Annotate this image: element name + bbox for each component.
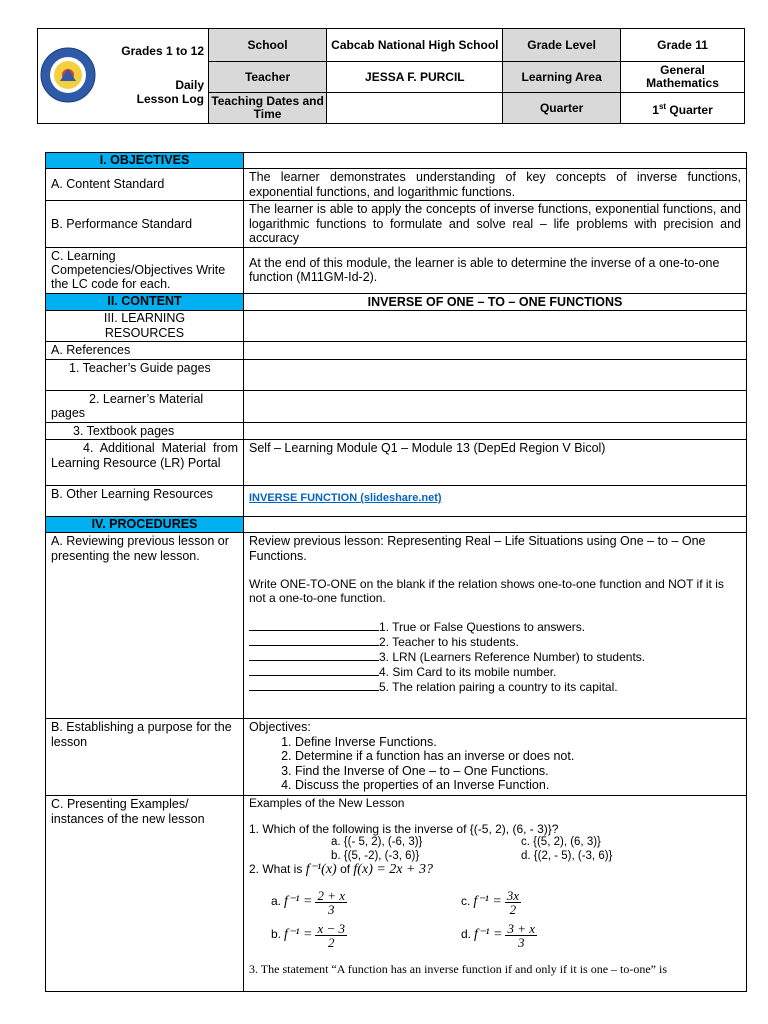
textbook-value: [244, 422, 747, 440]
examples-cell: [244, 796, 747, 992]
header-title-line2: Daily: [175, 78, 204, 92]
procedures-heading: IV. PROCEDURES: [46, 517, 244, 533]
quarter-label: Quarter: [503, 93, 621, 124]
inverse-function-link[interactable]: INVERSE FUNCTION (slideshare.net): [249, 492, 442, 504]
question-2: 2. What is f⁻¹(x) of f(x) = 2x + 3?: [249, 862, 433, 877]
school-label: School: [208, 29, 327, 62]
purpose-label: B. Establishing a purpose for the lesson: [46, 719, 244, 796]
performance-standard-label: B. Performance Standard: [46, 201, 244, 248]
review-label: A. Reviewing previous lesson or presenting the new lesson.: [46, 533, 244, 719]
school-value: Cabcab National High School: [327, 29, 503, 62]
procedures-heading-blank: [244, 517, 747, 533]
question-1: 1. Which of the following is the inverse of {(-5, 2), (6, - 3)}?: [249, 821, 559, 836]
lesson-log-table: [45, 152, 747, 992]
q1-option-b: b. {(5, -2), (-3, 6)}: [331, 849, 420, 862]
grade-level-label: Grade Level: [503, 29, 621, 62]
review-instruction: Write ONE-TO-ONE on the blank if the relation shows one-to-one function and NOT if it is not a one-to-one function.: [249, 577, 724, 605]
review-item: 2. Teacher to his students.: [249, 634, 741, 649]
dates-label: Teaching Dates and Time: [208, 93, 327, 124]
deped-seal-icon: [40, 47, 96, 103]
review-item: 3. LRN (Learners Reference Number) to students.: [249, 649, 741, 664]
purpose-heading: Objectives:: [249, 720, 311, 734]
competencies-value: At the end of this module, the learner is able to determine the inverse of a one-to-one function (M11GM-Id-2).: [244, 247, 747, 293]
dates-value: [327, 93, 503, 124]
question-2-options: [249, 889, 741, 949]
answer-blank[interactable]: [249, 649, 379, 661]
content-standard-label: A. Content Standard: [46, 169, 244, 201]
q2-option-c: c. f⁻¹ = $\frac{3x}{2}$: [461, 887, 520, 917]
answer-blank[interactable]: [249, 679, 379, 691]
q2-function: f(x) = 2x + 3?: [353, 862, 433, 877]
references-blank: [244, 342, 747, 360]
purpose-item: 1. Define Inverse Functions.: [295, 735, 741, 750]
purpose-cell: [244, 719, 747, 796]
resources-heading-blank: [244, 311, 747, 342]
purpose-item: 3. Find the Inverse of One – to – One Functions.: [295, 764, 741, 779]
header-title-line1: Grades 1 to 12: [121, 44, 204, 58]
review-cell: [244, 533, 747, 719]
learning-area-value: General Mathematics: [621, 62, 745, 93]
additional-material-label: 4. Additional Material from Learning Resource (LR) Portal: [46, 440, 244, 486]
examples-label: C. Presenting Examples/ instances of the new lesson: [46, 796, 244, 992]
header-logo-cell: [38, 29, 209, 124]
review-item: 5. The relation pairing a country to its capital.: [249, 679, 741, 694]
resources-heading: III. LEARNING RESOURCES: [46, 311, 244, 342]
other-resources-label: B. Other Learning Resources: [46, 486, 244, 517]
teachers-guide-value: [244, 359, 747, 390]
content-value: INVERSE OF ONE – TO – ONE FUNCTIONS: [244, 293, 747, 311]
review-item: 1. True or False Questions to answers.: [249, 619, 741, 634]
grade-level-value: Grade 11: [621, 29, 745, 62]
references-label: A. References: [46, 342, 244, 360]
review-intro: Review previous lesson: Representing Real – Life Situations using One – to – One Functions.: [249, 534, 706, 563]
content-standard-value: The learner demonstrates understanding of key concepts of inverse functions, exponential functions, and logarithmic functions.: [244, 169, 747, 201]
q2-option-b: b. f⁻¹ = $\frac{x - 3}{2}$: [271, 920, 345, 950]
teacher-value: JESSA F. PURCIL: [327, 62, 503, 93]
header-title-line3: Lesson Log: [136, 92, 204, 106]
q1-option-d: d. {(2, - 5), (-3, 6)}: [521, 849, 613, 862]
review-item: 4. Sim Card to its mobile number.: [249, 664, 741, 679]
purpose-list: [249, 735, 741, 793]
teacher-label: Teacher: [208, 62, 327, 93]
performance-standard-value: The learner is able to apply the concepts of inverse functions, exponential functions, and logarithmic functions to formulate and solve real – life problems with precision and accuracy: [244, 201, 747, 248]
objectives-heading-blank: [244, 153, 747, 169]
q2-option-a: a. f⁻¹ = $\frac{2 + x}{3}$: [271, 887, 345, 917]
q2-finv: f⁻¹(x): [305, 862, 337, 877]
header-table: [37, 28, 745, 124]
additional-material-value: Self – Learning Module Q1 – Module 13 (DepEd Region V Bicol): [244, 440, 747, 486]
answer-blank[interactable]: [249, 634, 379, 646]
q2-option-d: d. f⁻¹ = $\frac{3 + x}{3}$: [461, 920, 535, 950]
learners-material-label: 2. Learner’s Material pages: [46, 390, 244, 422]
learners-material-value: [244, 390, 747, 422]
textbook-label: 3. Textbook pages: [46, 422, 244, 440]
answer-blank[interactable]: [249, 619, 379, 631]
teachers-guide-label: 1. Teacher’s Guide pages: [46, 359, 244, 390]
q1-option-c: c. {(5, 2), (6, 3)}: [521, 836, 601, 848]
objectives-heading: I. OBJECTIVES: [46, 153, 244, 169]
learning-area-label: Learning Area: [503, 62, 621, 93]
purpose-item: 4. Discuss the properties of an Inverse Function.: [295, 778, 741, 793]
purpose-item: 2. Determine if a function has an inverse or does not.: [295, 749, 741, 764]
question-3: 3. The statement “A function has an inverse function if and only if it is one – to-one” is: [249, 961, 668, 976]
question-1-options: [249, 836, 741, 863]
content-heading: II. CONTENT: [46, 293, 244, 311]
quarter-value: 1st Quarter: [621, 93, 745, 124]
answer-blank[interactable]: [249, 664, 379, 676]
review-list: [249, 619, 741, 694]
competencies-label: C. Learning Competencies/Objectives Write the LC code for each.: [46, 247, 244, 293]
q1-option-a: a. {(- 5, 2), (-6, 3)}: [331, 836, 423, 848]
examples-heading: Examples of the New Lesson: [249, 796, 405, 810]
